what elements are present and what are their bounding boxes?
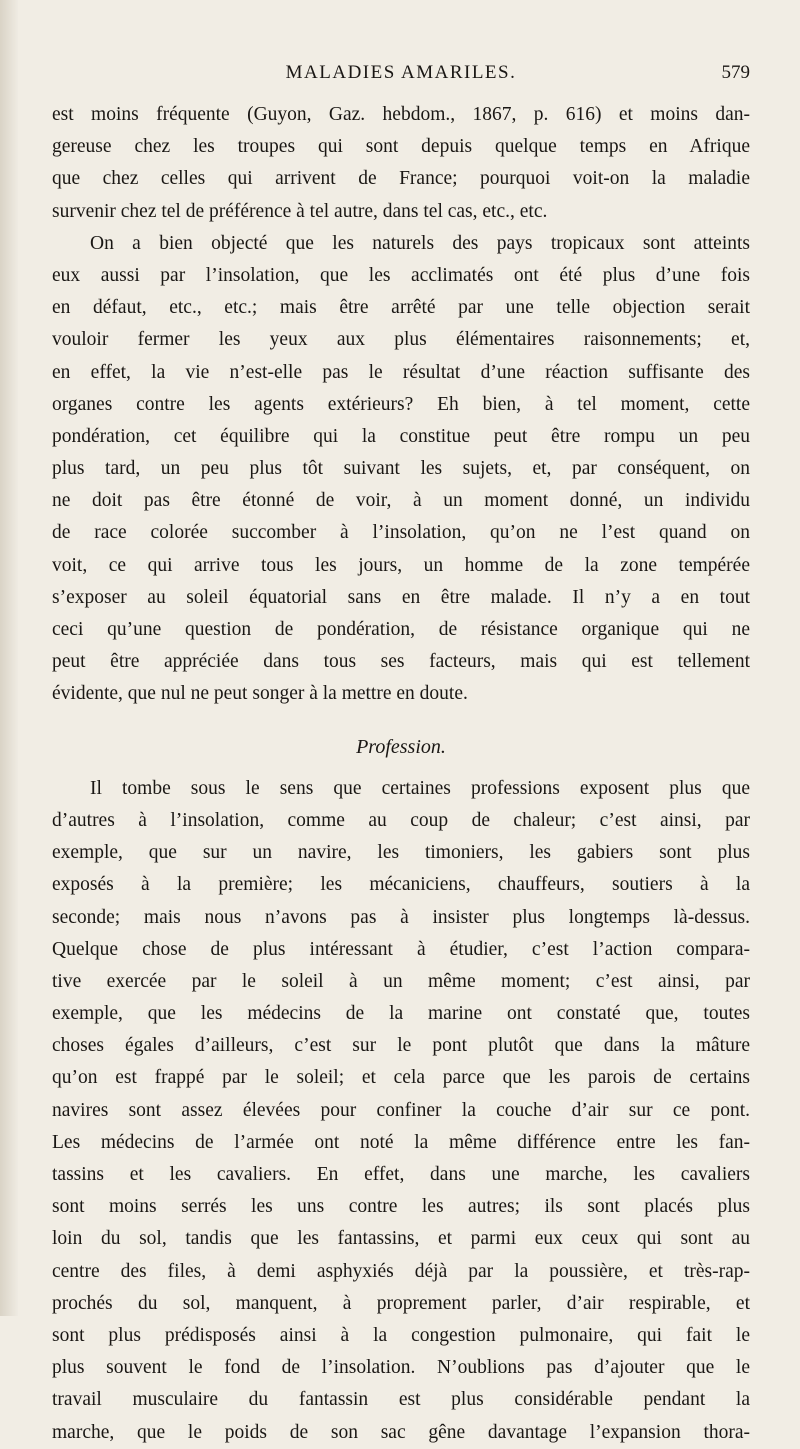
text-line: loin du sol, tandis que les fantassins, et parmi eux ceux qui sont au bbox=[52, 1228, 750, 1250]
running-head bbox=[52, 60, 750, 86]
text-line: eux aussi par l’insolation, que les acclimatés ont été plus d’une fois bbox=[52, 264, 750, 286]
text-line: gereuse chez les troupes qui sont depuis quelque temps en Afrique bbox=[52, 136, 750, 158]
text-line: plus tard, un peu plus tôt suivant les sujets, et, par conséquent, on bbox=[52, 458, 750, 480]
text-line: évidente, que nul ne peut songer à la mettre en doute. bbox=[52, 683, 468, 705]
text-line: tive exercée par le soleil à un même moment; c’est ainsi, par bbox=[52, 970, 750, 992]
text-line: seconde; mais nous n’avons pas à insister plus longtemps là-dessus. bbox=[52, 906, 750, 928]
text-line: choses égales d’ailleurs, c’est sur le pont plutôt que dans la mâture bbox=[52, 1035, 750, 1057]
text-line: ne doit pas être étonné de voir, à un moment donné, un individu bbox=[52, 490, 750, 512]
text-line: Quelque chose de plus intéressant à étudier, c’est l’action compara- bbox=[52, 938, 750, 960]
text-line: organes contre les agents extérieurs? Eh bien, à tel moment, cette bbox=[52, 393, 750, 415]
text-line: exemple, que sur un navire, les timoniers, les gabiers sont plus bbox=[52, 842, 750, 864]
text-line: centre des files, à demi asphyxiés déjà par la poussière, et très-rap- bbox=[52, 1260, 750, 1282]
text-line: vouloir fermer les yeux aux plus élémentaires raisonnements; et, bbox=[52, 329, 750, 351]
text-line: pondération, cet équilibre qui la constitue peut être rompu un peu bbox=[52, 425, 750, 447]
text-line: voit, ce qui arrive tous les jours, un homme de la zone tempérée bbox=[52, 554, 750, 576]
text-line: sont plus prédisposés ainsi à la congestion pulmonaire, qui fait le bbox=[52, 1324, 750, 1346]
text-line: en effet, la vie n’est-elle pas le résultat d’une réaction suffisante des bbox=[52, 361, 750, 383]
text-line: survenir chez tel de préférence à tel autre, dans tel cas, etc., etc. bbox=[52, 200, 548, 222]
text-line: Il tombe sous le sens que certaines professions exposent plus que bbox=[90, 777, 750, 799]
text-line: On a bien objecté que les naturels des pays tropicaux sont atteints bbox=[90, 232, 750, 254]
text-line: s’exposer au soleil équatorial sans en être malade. Il n’y a en tout bbox=[52, 586, 750, 608]
text-line: tassins et les cavaliers. En effet, dans une marche, les cavaliers bbox=[52, 1164, 750, 1185]
text-line: Les médecins de l’armée ont noté la même différence entre les fan- bbox=[52, 1131, 750, 1153]
text-line: qu’on est frappé par le soleil; et cela parce que les parois de certains bbox=[52, 1067, 750, 1089]
page-number: 579 bbox=[721, 62, 750, 83]
text-line: navires sont assez élevées pour confiner la couche d’air sur ce pont. bbox=[52, 1099, 750, 1121]
text-line: prochés du sol, manquent, à proprement parler, d’air respirable, et bbox=[52, 1292, 750, 1314]
text-line: peut être appréciée dans tous ses facteurs, mais qui est tellement bbox=[52, 651, 750, 673]
text-line: de race colorée succomber à l’insolation, qu’on ne l’est quand on bbox=[52, 522, 750, 544]
text-line: exemple, que les médecins de la marine ont constaté que, toutes bbox=[52, 1003, 750, 1025]
text-line: en défaut, etc., etc.; mais être arrêté par une telle objection serait bbox=[52, 297, 750, 319]
text-line: d’autres à l’insolation, comme au coup de chaleur; c’est ainsi, par bbox=[52, 809, 750, 831]
page-gutter-shadow bbox=[0, 0, 18, 1316]
body-text bbox=[52, 99, 750, 1449]
text-line: marche, que le poids de son sac gêne davantage l’expansion thora- bbox=[52, 1421, 750, 1443]
text-line: plus souvent le fond de l’insolation. N’oublions pas d’ajouter que le bbox=[52, 1357, 750, 1379]
text-line: est moins fréquente (Guyon, Gaz. hebdom., 1867, p. 616) et moins dan- bbox=[52, 104, 750, 125]
section-heading: Profession. bbox=[356, 735, 446, 758]
text-line: sont moins serrés les uns contre les autres; ils sont placés plus bbox=[52, 1196, 750, 1218]
text-line: exposés à la première; les mécaniciens, chauffeurs, soutiers à la bbox=[52, 874, 750, 896]
text-line: ceci qu’une question de pondération, de résistance organique qui ne bbox=[52, 619, 750, 640]
text-line: travail musculaire du fantassin est plus considérable pendant la bbox=[52, 1389, 750, 1411]
text-line: que chez celles qui arrivent de France; pourquoi voit-on la maladie bbox=[52, 168, 750, 190]
running-title: MALADIES AMARILES. bbox=[285, 62, 517, 83]
